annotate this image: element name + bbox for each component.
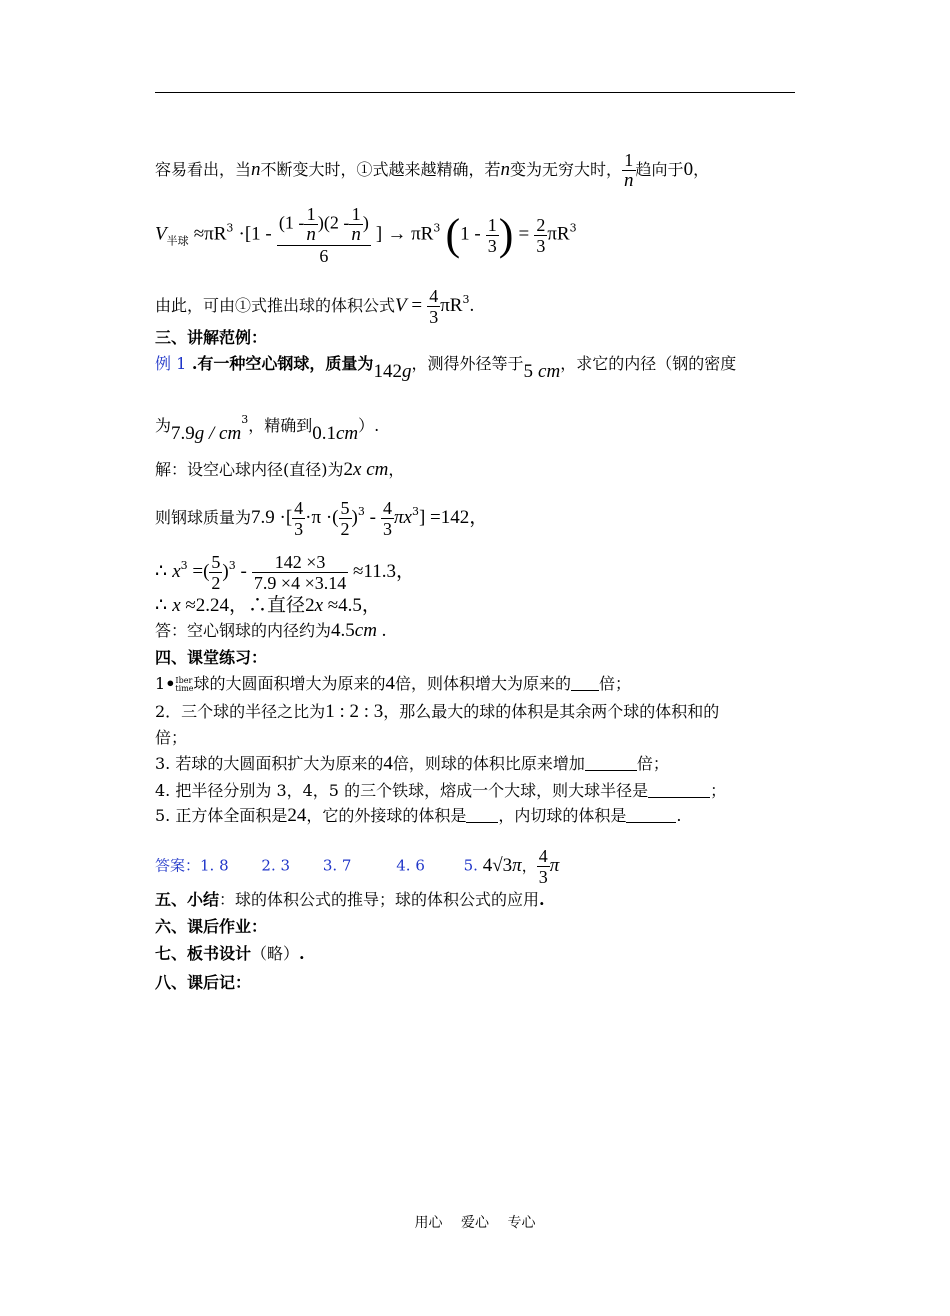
frac-2-3 xyxy=(534,215,547,256)
ratio: 1 : 2 : 3 xyxy=(325,701,384,722)
text: 趋向于 xyxy=(635,160,684,179)
text: 倍； xyxy=(636,754,669,773)
numerator: 4 xyxy=(429,286,439,306)
num: 1 xyxy=(155,674,166,693)
exponent: 3 xyxy=(180,559,188,572)
stray-marks xyxy=(175,677,193,693)
pi: π xyxy=(512,854,522,876)
numerator: 1 xyxy=(349,204,363,225)
denominator: 3 xyxy=(536,235,546,256)
answer-blank xyxy=(466,804,498,823)
unit-cm: cm xyxy=(538,361,561,382)
numerator: 1 xyxy=(304,204,318,225)
denominator: 3 xyxy=(383,519,392,539)
text: 5. 正方体全面积是 xyxy=(155,806,288,825)
num: 4 xyxy=(385,673,396,694)
arrow-piR: → πR xyxy=(387,223,434,245)
intro-line xyxy=(155,150,709,191)
solution-line-3 xyxy=(155,552,415,593)
text: 2．三个球的半径之比为 xyxy=(155,702,326,721)
expr: ) xyxy=(222,561,229,582)
text: 倍，则球的体积比原来增加 xyxy=(392,754,585,773)
frac-1-3 xyxy=(486,215,499,256)
zero: 0 xyxy=(683,159,694,180)
text: 变为无穷大时， xyxy=(510,160,623,179)
subscript: 半球 xyxy=(166,234,189,248)
text: ，测得外径等于 xyxy=(411,354,524,373)
tiny-text: time xyxy=(175,683,194,693)
piR: πR xyxy=(547,223,570,245)
period: . xyxy=(376,620,387,641)
denominator: n xyxy=(351,224,361,245)
section-8-heading: 八、课后记： xyxy=(155,973,252,992)
text: ）. xyxy=(358,416,380,435)
exponent: 3 xyxy=(433,221,441,235)
text: 解：设空心球内径(直径)为 xyxy=(155,460,344,479)
fraction-1-over-n xyxy=(622,150,636,191)
text: ，精确到 xyxy=(248,416,313,435)
exponent: 3 xyxy=(462,293,470,306)
denominator: 2 xyxy=(340,519,350,539)
frac-4-3 xyxy=(427,286,440,327)
expr: ) xyxy=(351,507,358,528)
frac-5-2 xyxy=(339,498,352,539)
num: 2 xyxy=(343,459,353,480)
exponent: 3 xyxy=(357,505,365,518)
volume-formula-line xyxy=(155,286,474,327)
num: 4 xyxy=(383,753,393,774)
text: 为 xyxy=(155,416,172,435)
exponent: 3 xyxy=(226,221,234,235)
frac-4-3 xyxy=(537,846,550,887)
num: 24 xyxy=(287,805,307,826)
frac-5-2 xyxy=(209,552,222,593)
text: 答：空心钢球的内径约为 xyxy=(155,621,332,640)
text: ，内切球的体积是 xyxy=(498,806,627,825)
practice-1 xyxy=(155,672,631,696)
text: ， xyxy=(388,460,405,479)
text: 由此，可由①式推出球的体积公式 xyxy=(155,296,396,315)
heading: 七、板书设计 xyxy=(155,944,252,963)
pi-x: πx xyxy=(394,507,412,528)
comma: ， xyxy=(521,856,537,875)
page-footer: 用心 爱心 专心 xyxy=(414,1215,536,1231)
section-3-heading: 三、讲解范例： xyxy=(155,328,268,347)
text: （略） xyxy=(251,944,300,963)
solution-line-1 xyxy=(155,458,404,482)
num: 4 xyxy=(482,854,493,876)
var-x: x xyxy=(314,595,323,616)
bracket-open: ·[1 - xyxy=(238,223,272,245)
text: . xyxy=(676,806,682,825)
part: ) xyxy=(362,212,369,233)
text: 3. 若球的大圆面积扩大为原来的 xyxy=(155,754,384,773)
var-x: x xyxy=(172,595,181,616)
unit-g: g xyxy=(401,361,412,382)
answer-blank xyxy=(648,779,710,798)
text: ； xyxy=(710,781,727,800)
frac-1-n xyxy=(349,204,363,245)
part: )(2 - xyxy=(317,212,350,233)
answers xyxy=(155,846,559,887)
answer-blank xyxy=(626,804,676,823)
expr: 7.9 ·[ xyxy=(251,507,293,528)
numerator: 5 xyxy=(211,552,221,572)
therefore: ∴ xyxy=(155,595,168,616)
frac-4-3 xyxy=(381,498,394,539)
solution-answer xyxy=(155,619,386,643)
text: 球的大圆面积增大为原来的 xyxy=(193,674,386,693)
frac-1-n xyxy=(304,204,318,245)
answer: 4. 6 xyxy=(396,856,425,875)
practice-5 xyxy=(155,804,681,828)
part: (1 - xyxy=(278,212,305,233)
practice-4 xyxy=(155,779,726,803)
expr: ] =142， xyxy=(418,507,489,528)
expr: =( xyxy=(187,561,210,582)
exponent: 3 xyxy=(241,413,249,426)
numerator: 142 ×3 xyxy=(252,552,348,573)
section-4-heading: 四、课堂练习： xyxy=(155,648,268,667)
text: ， xyxy=(693,160,710,179)
var-x: x xyxy=(353,459,362,480)
numerator: 5 xyxy=(340,498,350,518)
denominator: 6 xyxy=(319,246,329,266)
piR: πR xyxy=(440,295,463,316)
unit-cm: cm xyxy=(335,423,359,444)
text: ，它的外接球的体积是 xyxy=(306,806,467,825)
expr: ≈2.24，∴直径 xyxy=(180,595,306,616)
paren-close: ) xyxy=(498,210,514,259)
expr: ·π ·( xyxy=(305,507,339,528)
sqrt-3: √3 xyxy=(492,854,513,876)
num: 4.5 xyxy=(331,620,355,641)
section-5 xyxy=(155,888,545,912)
tiny-text: Iber xyxy=(175,675,193,685)
section-6-heading: 六、课后作业： xyxy=(155,917,268,936)
text: 不断变大时，①式越来越精确，若 xyxy=(260,160,501,179)
example-label: 例 1 xyxy=(155,354,187,373)
exponent: 3 xyxy=(411,505,419,518)
precision: 0.1 xyxy=(312,423,336,444)
denominator: 2 xyxy=(211,573,221,593)
minus: - xyxy=(235,561,247,582)
answer: 3. 7 xyxy=(322,856,352,875)
text: ：球的体积公式的推导；球的体积公式的应用 xyxy=(219,890,540,909)
denominator: 3 xyxy=(538,867,548,887)
header-rule xyxy=(155,92,795,93)
approx-piR: ≈πR xyxy=(193,223,227,245)
equals: = xyxy=(406,295,423,316)
pi: π xyxy=(549,854,560,876)
period: . xyxy=(539,890,545,909)
text: 倍，则体积增大为原来的 xyxy=(395,674,572,693)
denominator: 7.9 ×4 ×3.14 xyxy=(253,573,347,593)
unit-cm: cm xyxy=(354,620,377,641)
heading: 五、小结 xyxy=(155,890,220,909)
minus: - xyxy=(364,507,376,528)
density-unit: g / cm xyxy=(194,423,242,444)
frac-mass-calc xyxy=(252,552,348,593)
example-1-cont xyxy=(155,408,379,446)
denominator: n xyxy=(624,170,634,191)
var-x: x xyxy=(172,561,181,582)
numerator: 1 xyxy=(487,214,497,235)
dot: • xyxy=(165,674,176,693)
mass: 142 xyxy=(373,361,402,382)
numerator: 4 xyxy=(538,846,548,866)
text: 容易看出，当 xyxy=(155,160,252,179)
text: 倍； xyxy=(599,674,632,693)
paren-open: ( xyxy=(445,210,461,259)
practice-2 xyxy=(155,700,719,724)
answer: 1. 8 xyxy=(200,856,229,875)
numerator: 4 xyxy=(294,498,304,518)
text: ，那么最大的球的体积是其余两个球的体积和的 xyxy=(383,702,720,721)
num: 2 xyxy=(305,595,315,616)
unit-cm: cm xyxy=(361,459,389,480)
expr: ≈11.3， xyxy=(348,561,415,582)
hemisphere-formula xyxy=(155,204,577,266)
denominator: 3 xyxy=(429,307,439,327)
period: . xyxy=(299,944,305,963)
answer-blank xyxy=(571,672,599,691)
practice-3 xyxy=(155,752,669,776)
text: 则钢球质量为 xyxy=(155,508,252,527)
var-n: n xyxy=(251,159,261,180)
solution-line-4 xyxy=(155,594,381,618)
period: . xyxy=(469,295,475,316)
denominator: 3 xyxy=(294,519,304,539)
bracket-close: ] xyxy=(375,223,383,245)
text: 4. 把半径分别为 3，4，5 的三个铁球，熔成一个大球，则大球半径是 xyxy=(155,781,649,800)
frac-4-3 xyxy=(292,498,305,539)
density: 7.9 xyxy=(171,423,195,444)
part: 1 - xyxy=(460,223,481,245)
numerator: 2 xyxy=(536,214,546,235)
answers-label: 答案： xyxy=(155,856,201,875)
numerator: 1 xyxy=(622,150,636,171)
text: ，求它的内径（钢的密度 xyxy=(560,354,737,373)
var-n: n xyxy=(500,159,511,180)
practice-2-cont: 倍； xyxy=(155,728,188,747)
denominator: n xyxy=(306,224,316,245)
solution-line-2 xyxy=(155,498,488,539)
answer-blank xyxy=(585,752,637,771)
text: .有一种空心钢球，质量为 xyxy=(186,354,374,373)
section-7 xyxy=(155,942,305,966)
diameter: 5 xyxy=(523,361,533,382)
denominator: 3 xyxy=(487,235,497,256)
exponent: 3 xyxy=(569,221,577,235)
numerator xyxy=(277,204,371,246)
example-1 xyxy=(155,352,736,384)
therefore: ∴ xyxy=(155,561,168,582)
answer: 2. 3 xyxy=(261,856,291,875)
exponent: 3 xyxy=(228,559,236,572)
numerator: 4 xyxy=(383,498,392,518)
expr: ≈4.5， xyxy=(323,595,381,616)
answer: 5. xyxy=(463,856,478,875)
big-fraction xyxy=(277,204,371,266)
equals: = xyxy=(518,223,530,245)
var-V: V xyxy=(395,295,407,316)
var-V: V xyxy=(155,223,167,245)
